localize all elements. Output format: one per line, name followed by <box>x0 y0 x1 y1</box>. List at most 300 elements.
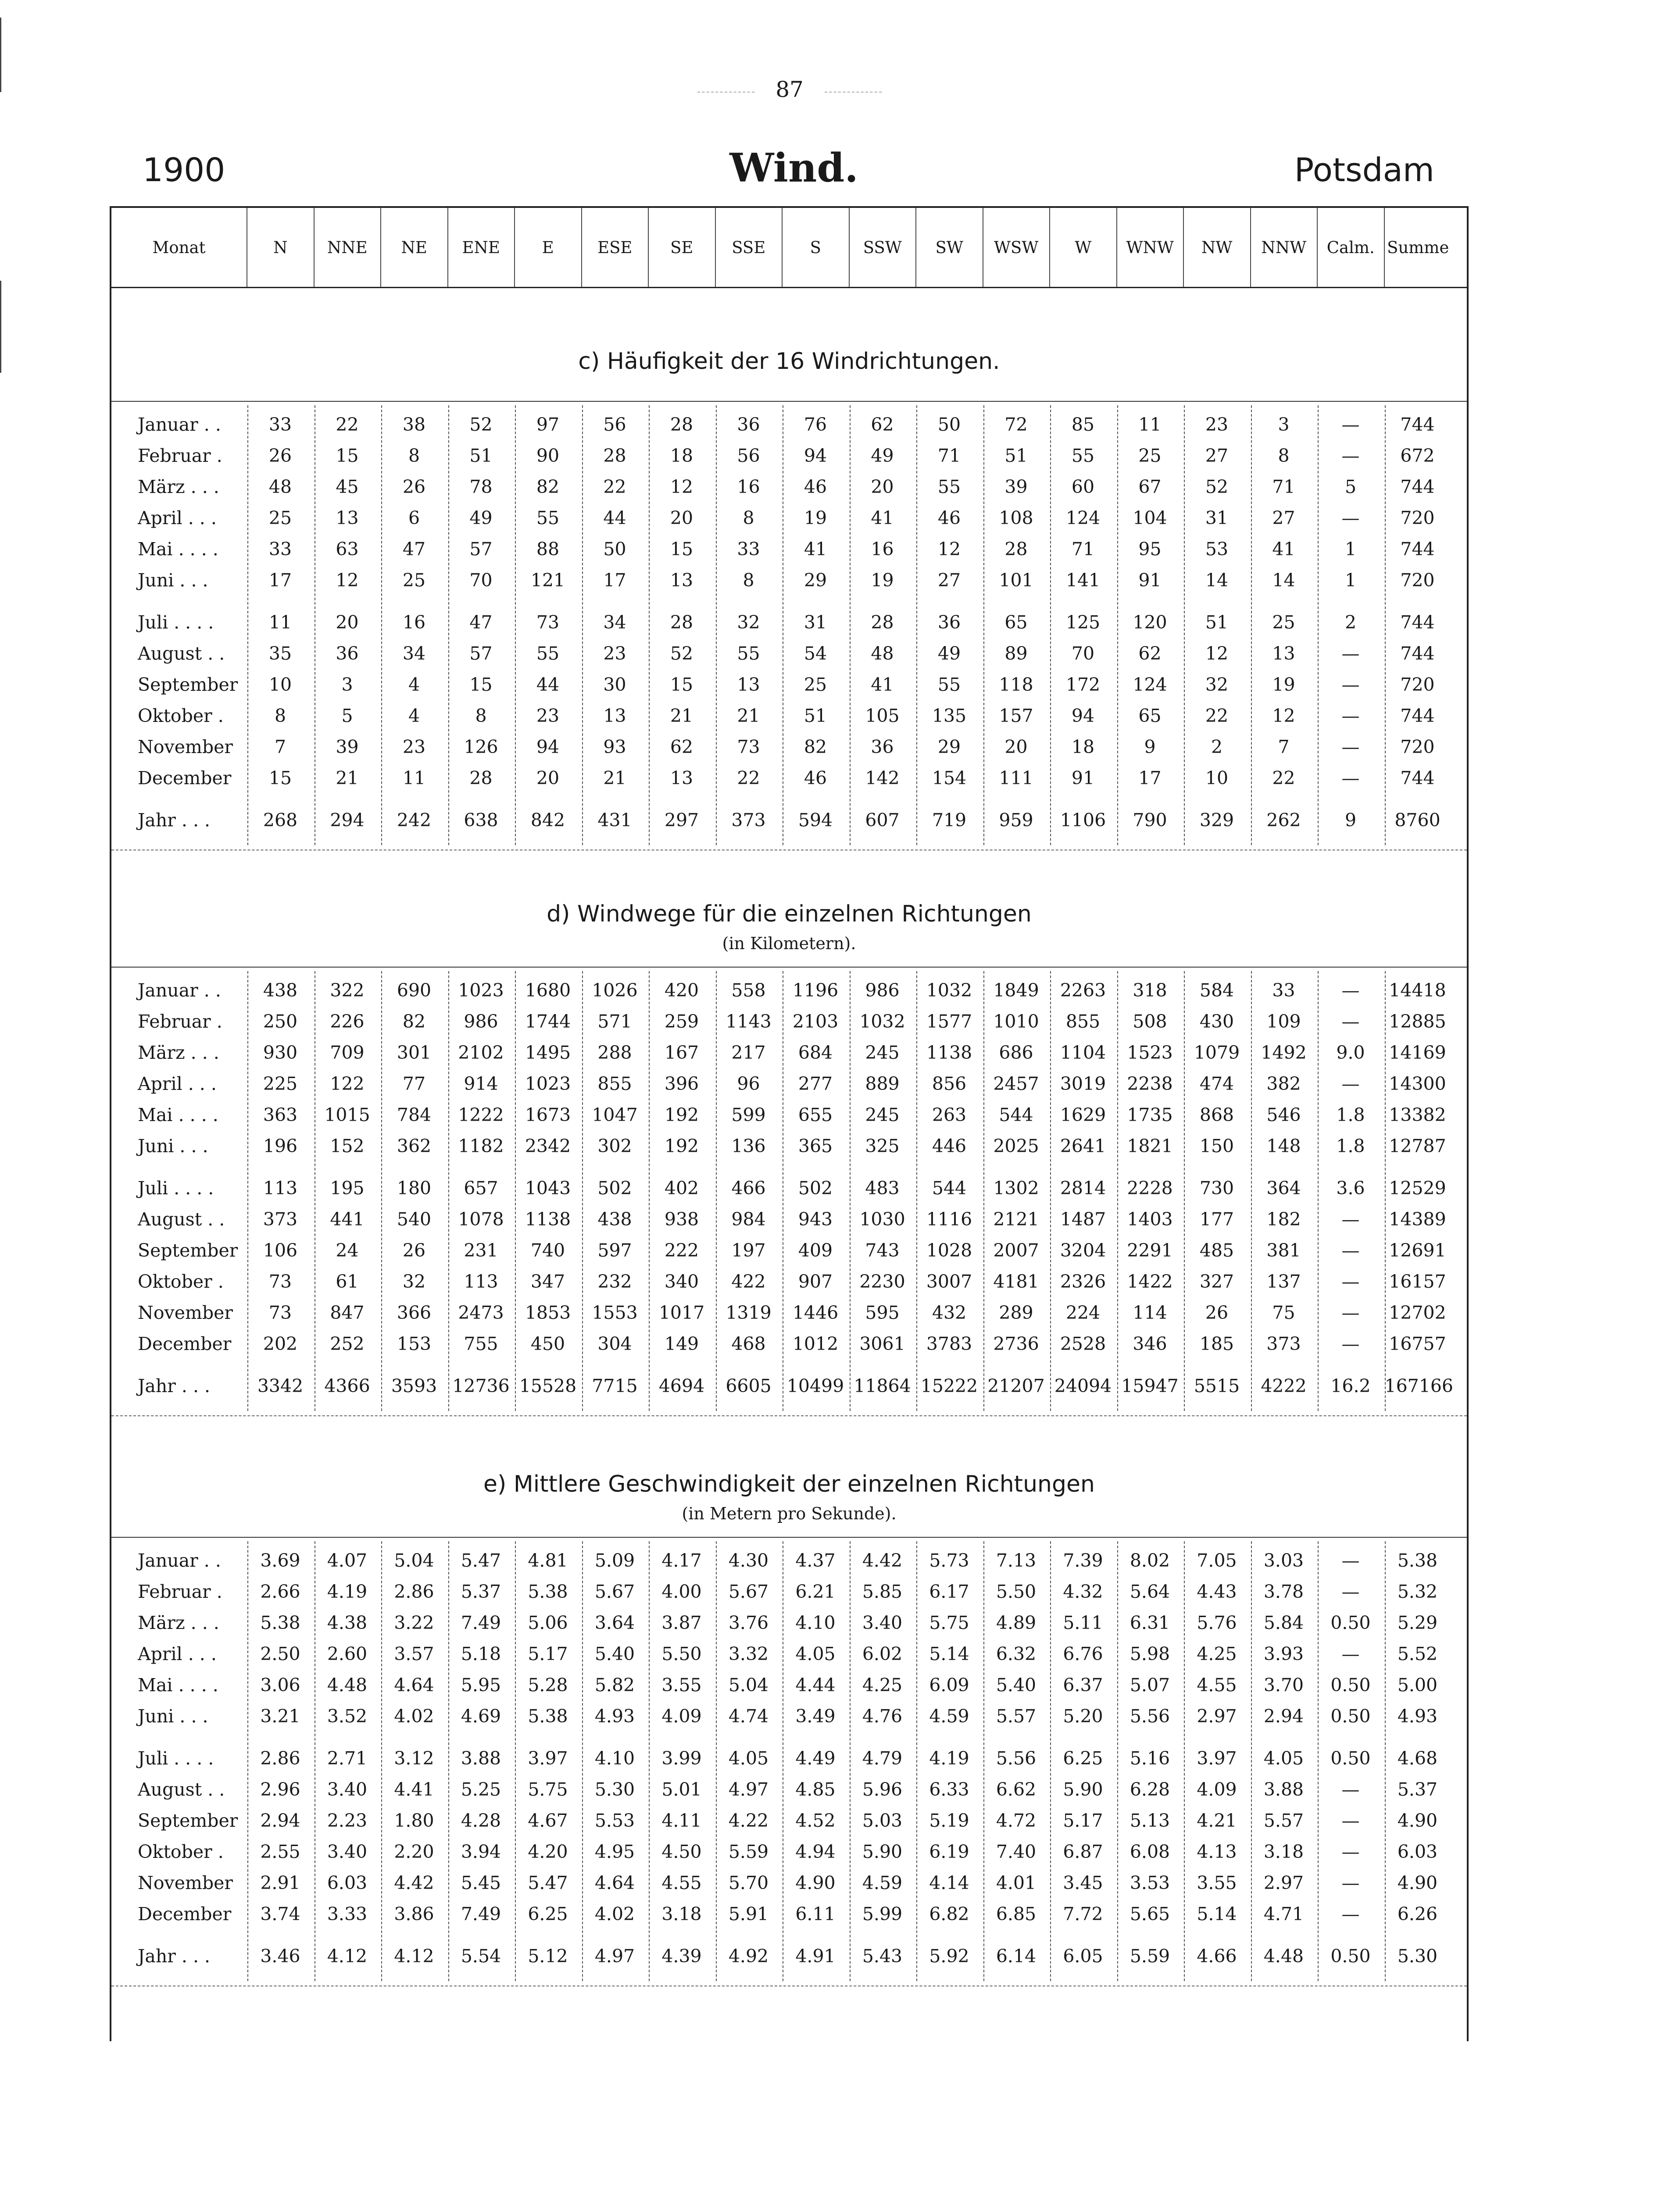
table-cell: 2230 <box>859 1271 905 1292</box>
table-cell: 20 <box>536 768 560 789</box>
table-cell: 122 <box>330 1073 365 1094</box>
table-cell: — <box>1341 1904 1360 1925</box>
table-cell: 9 <box>1344 810 1357 831</box>
table-cell: — <box>1341 445 1360 466</box>
table-cell: 250 <box>263 1011 298 1032</box>
table-cell: 2.86 <box>260 1748 300 1769</box>
table-cell: 3.52 <box>327 1706 368 1727</box>
table-cell: 373 <box>1266 1333 1301 1354</box>
table-cell: 5.84 <box>1263 1612 1304 1633</box>
table-cell: 177 <box>1199 1209 1234 1230</box>
table-cell: 185 <box>1199 1333 1234 1354</box>
table-cell: 49 <box>469 507 493 529</box>
table-cell: 6.37 <box>1063 1675 1103 1696</box>
table-cell: 730 <box>1199 1178 1234 1199</box>
table-cell: 12529 <box>1389 1178 1446 1199</box>
column-header-row <box>111 208 1467 288</box>
table-cell: 25 <box>804 674 827 695</box>
table-cell: 225 <box>263 1073 298 1094</box>
table-cell: 4.49 <box>795 1748 836 1769</box>
table-cell: 55 <box>937 476 961 497</box>
table-cell: 55 <box>1071 445 1095 466</box>
table-cell: 5.47 <box>461 1550 501 1571</box>
table-cell: 62 <box>871 414 894 435</box>
table-cell: — <box>1341 1872 1360 1893</box>
table-cell: 584 <box>1199 980 1234 1001</box>
table-cell: 4.64 <box>594 1872 635 1893</box>
table-cell: 6.31 <box>1130 1612 1170 1633</box>
table-cell: 6.03 <box>1397 1841 1438 1862</box>
section-title: c) Häufigkeit der 16 Windrichtungen. <box>578 348 1000 375</box>
table-cell: 594 <box>798 810 833 831</box>
table-cell: 36 <box>336 643 359 664</box>
table-cell: 5.04 <box>394 1550 434 1571</box>
column-header-e: E <box>515 208 582 287</box>
table-cell: 4694 <box>658 1375 705 1397</box>
table-cell: — <box>1341 414 1360 435</box>
table-cell: 17 <box>268 570 292 591</box>
column-divider <box>448 405 449 845</box>
table-cell: 268 <box>263 810 298 831</box>
column-divider <box>983 971 984 1411</box>
table-cell: 5.90 <box>1063 1779 1103 1800</box>
table-cell: 4.02 <box>394 1706 434 1727</box>
table-cell: 3.53 <box>1130 1872 1170 1893</box>
table-cell: 6.19 <box>929 1841 969 1862</box>
table-cell: 4.39 <box>661 1946 702 1967</box>
table-cell: 35 <box>268 643 292 664</box>
column-divider <box>983 405 984 845</box>
table-cell: 33 <box>268 539 292 560</box>
table-cell: 5.57 <box>996 1706 1037 1727</box>
table-cell: 3.94 <box>461 1841 501 1862</box>
column-header-s: S <box>783 208 850 287</box>
table-cell: 13382 <box>1389 1104 1446 1125</box>
table-cell: 5.85 <box>862 1581 903 1602</box>
table-cell: 111 <box>999 768 1033 789</box>
table-cell: 6.03 <box>327 1872 368 1893</box>
table-cell: 70 <box>469 570 493 591</box>
table-cell: 3.40 <box>327 1779 368 1800</box>
row-label: August . . <box>138 1779 225 1800</box>
table-cell: 4.14 <box>929 1872 969 1893</box>
table-cell: 52 <box>469 414 493 435</box>
table-cell: 3.45 <box>1063 1872 1103 1893</box>
table-cell: 1116 <box>926 1209 972 1230</box>
table-cell: 3.21 <box>260 1706 300 1727</box>
table-cell: 5.96 <box>862 1779 903 1800</box>
table-cell: 365 <box>798 1136 833 1157</box>
table-cell: 5.25 <box>461 1779 501 1800</box>
row-label: Jahr . . . <box>138 810 211 831</box>
table-cell: 364 <box>1266 1178 1301 1199</box>
table-cell: 4.19 <box>327 1581 368 1602</box>
table-cell: 3.93 <box>1263 1643 1304 1664</box>
table-cell: 16 <box>871 539 894 560</box>
table-cell: 16157 <box>1389 1271 1446 1292</box>
table-cell: 2007 <box>993 1240 1039 1261</box>
table-cell: 4.52 <box>795 1810 836 1831</box>
table-cell: 4.42 <box>394 1872 434 1893</box>
table-cell: 17 <box>603 570 626 591</box>
table-cell: 23 <box>603 643 626 664</box>
table-cell: — <box>1341 643 1360 664</box>
table-cell: 19 <box>1272 674 1295 695</box>
column-divider <box>582 1541 583 1981</box>
table-cell: 24 <box>336 1240 359 1261</box>
table-cell: 3342 <box>257 1375 304 1397</box>
table-cell: 15 <box>670 539 693 560</box>
table-cell: 113 <box>464 1271 498 1292</box>
table-cell: 5.56 <box>996 1748 1037 1769</box>
table-cell: 1821 <box>1127 1136 1173 1157</box>
column-header-wnw: WNW <box>1117 208 1184 287</box>
row-label: April . . . <box>138 1073 217 1094</box>
row-label: September <box>138 674 238 695</box>
column-divider <box>448 971 449 1411</box>
table-cell: 7.39 <box>1063 1550 1103 1571</box>
table-cell: 5 <box>341 705 353 726</box>
table-cell: 5.50 <box>661 1643 702 1664</box>
table-cell: 46 <box>937 507 961 529</box>
table-cell: 381 <box>1266 1240 1301 1261</box>
table-cell: 719 <box>932 810 967 831</box>
table-cell: 4.10 <box>594 1748 635 1769</box>
table-cell: — <box>1341 674 1360 695</box>
table-cell: 125 <box>1065 612 1101 633</box>
table-cell: 30 <box>603 674 626 695</box>
column-header-sw: SW <box>916 208 983 287</box>
table-cell: 907 <box>798 1271 833 1292</box>
table-cell: 1078 <box>458 1209 504 1230</box>
table-cell: 5.40 <box>594 1643 635 1664</box>
table-cell: 28 <box>871 612 894 633</box>
table-cell: 2238 <box>1127 1073 1173 1094</box>
table-cell: — <box>1341 1209 1360 1230</box>
table-cell: 346 <box>1133 1333 1167 1354</box>
table-cell: 148 <box>1266 1136 1301 1157</box>
table-cell: 3 <box>1278 414 1290 435</box>
table-cell: 441 <box>330 1209 365 1230</box>
table-cell: 1017 <box>658 1302 705 1323</box>
table-cell: 14169 <box>1389 1042 1446 1063</box>
table-cell: 1673 <box>525 1104 571 1125</box>
table-cell: 720 <box>1400 674 1435 695</box>
table-cell: 6.87 <box>1063 1841 1103 1862</box>
table-cell: 75 <box>1272 1302 1295 1323</box>
column-header-ne: NE <box>381 208 448 287</box>
column-divider <box>1251 971 1252 1411</box>
table-cell: 4.89 <box>996 1612 1037 1633</box>
table-cell: 540 <box>397 1209 432 1230</box>
table-cell: 0.50 <box>1330 1706 1371 1727</box>
table-cell: 1106 <box>1060 810 1106 831</box>
table-cell: 8.02 <box>1130 1550 1170 1571</box>
table-cell: 26 <box>268 445 292 466</box>
table-cell: 446 <box>932 1136 967 1157</box>
table-cell: 56 <box>737 445 760 466</box>
table-cell: 20 <box>871 476 894 497</box>
table-cell: 25 <box>268 507 292 529</box>
table-cell: — <box>1341 705 1360 726</box>
row-label: December <box>138 768 232 789</box>
table-cell: 20 <box>336 612 359 633</box>
table-cell: 57 <box>469 539 493 560</box>
table-cell: 3.88 <box>1263 1779 1304 1800</box>
table-cell: 4.44 <box>795 1675 836 1696</box>
table-cell: 65 <box>1138 705 1162 726</box>
table-cell: 28 <box>670 414 693 435</box>
table-cell: 106 <box>263 1240 298 1261</box>
table-cell: 5.06 <box>528 1612 568 1633</box>
table-cell: 142 <box>865 768 900 789</box>
table-cell: 5.30 <box>594 1779 635 1800</box>
table-cell: 36 <box>937 612 961 633</box>
column-header-nnw: NNW <box>1251 208 1318 287</box>
column-divider <box>916 405 917 845</box>
table-cell: 744 <box>1400 612 1435 633</box>
table-cell: 1043 <box>525 1178 571 1199</box>
table-cell: 5.37 <box>1397 1779 1438 1800</box>
table-cell: 289 <box>999 1302 1033 1323</box>
table-cell: 73 <box>268 1302 292 1323</box>
table-cell: 4 <box>408 674 420 695</box>
table-cell: 11 <box>268 612 292 633</box>
table-cell: 1.8 <box>1336 1104 1365 1125</box>
table-cell: 108 <box>999 507 1033 529</box>
table-cell: 4.92 <box>728 1946 769 1967</box>
table-cell: 6 <box>408 507 420 529</box>
table-cell: 154 <box>932 768 967 789</box>
row-label: Januar . . <box>138 980 221 1001</box>
table-frame <box>110 206 1469 2041</box>
table-cell: 27 <box>1205 445 1229 466</box>
table-cell: 432 <box>932 1302 967 1323</box>
column-divider <box>515 1541 516 1981</box>
column-divider <box>850 971 851 1411</box>
column-divider <box>649 1541 650 1981</box>
table-cell: 89 <box>1004 643 1028 664</box>
table-cell: 4.90 <box>1397 1872 1438 1893</box>
table-cell: 4222 <box>1261 1375 1307 1397</box>
table-cell: 4.97 <box>728 1779 769 1800</box>
table-cell: 930 <box>263 1042 298 1063</box>
table-cell: 70 <box>1071 643 1095 664</box>
table-cell: 16.2 <box>1330 1375 1371 1397</box>
table-cell: 157 <box>999 705 1033 726</box>
table-cell: 8 <box>1278 445 1290 466</box>
table-cell: 5.12 <box>528 1946 568 1967</box>
table-cell: 105 <box>865 705 900 726</box>
table-cell: 52 <box>670 643 693 664</box>
table-cell: 31 <box>1205 507 1229 529</box>
column-divider <box>716 1541 717 1981</box>
table-cell: 1138 <box>926 1042 972 1063</box>
table-cell: 0.50 <box>1330 1612 1371 1633</box>
table-cell: 4.93 <box>594 1706 635 1727</box>
table-cell: 2291 <box>1127 1240 1173 1261</box>
table-cell: 12787 <box>1389 1136 1446 1157</box>
column-divider <box>1050 1541 1051 1981</box>
row-label: Juli . . . . <box>138 1178 214 1199</box>
table-cell: 297 <box>664 810 699 831</box>
column-divider <box>916 1541 917 1981</box>
table-cell: 14 <box>1272 570 1295 591</box>
table-cell: 430 <box>1199 1011 1234 1032</box>
table-cell: 1015 <box>324 1104 370 1125</box>
table-cell: 41 <box>871 507 894 529</box>
column-divider <box>983 1541 984 1981</box>
table-cell: 3.69 <box>260 1550 300 1571</box>
table-cell: 71 <box>1272 476 1295 497</box>
table-cell: 8 <box>274 705 286 726</box>
column-divider <box>1385 971 1386 1411</box>
table-cell: 23 <box>1205 414 1229 435</box>
page-number: 87 <box>746 77 833 102</box>
table-cell: 180 <box>397 1178 432 1199</box>
section-rule <box>111 401 1467 402</box>
table-cell: 4.74 <box>728 1706 769 1727</box>
table-cell: 73 <box>268 1271 292 1292</box>
table-cell: 25 <box>1138 445 1162 466</box>
table-cell: 327 <box>1199 1271 1234 1292</box>
table-cell: 21 <box>670 705 693 726</box>
table-cell: 3.76 <box>728 1612 769 1633</box>
table-cell: 4.30 <box>728 1550 769 1571</box>
row-label: Jahr . . . <box>138 1375 211 1397</box>
table-cell: 438 <box>597 1209 632 1230</box>
table-cell: 245 <box>865 1104 900 1125</box>
table-cell: 5.50 <box>996 1581 1037 1602</box>
table-cell: 6.08 <box>1130 1841 1170 1862</box>
table-cell: 914 <box>464 1073 498 1094</box>
table-cell: 3.55 <box>1197 1872 1237 1893</box>
table-cell: 73 <box>536 612 560 633</box>
table-cell: 1143 <box>726 1011 772 1032</box>
table-cell: 5.38 <box>260 1612 300 1633</box>
table-cell: 7.05 <box>1197 1550 1237 1571</box>
table-cell: 29 <box>937 736 961 757</box>
table-cell: 44 <box>536 674 560 695</box>
table-cell: 15 <box>670 674 693 695</box>
column-header-sse: SSE <box>716 208 783 287</box>
table-cell: 4.67 <box>528 1810 568 1831</box>
table-cell: 197 <box>731 1240 766 1261</box>
column-divider <box>381 405 382 845</box>
table-cell: 18 <box>1071 736 1095 757</box>
table-cell: 373 <box>263 1209 298 1230</box>
row-label: September <box>138 1810 238 1831</box>
table-cell: 23 <box>536 705 560 726</box>
table-cell: 4.05 <box>795 1643 836 1664</box>
table-cell: 4.20 <box>528 1841 568 1862</box>
table-cell: 4.10 <box>795 1612 836 1633</box>
table-cell: — <box>1341 507 1360 529</box>
table-cell: 4.05 <box>1263 1748 1304 1769</box>
table-cell: 4.25 <box>1197 1643 1237 1664</box>
column-divider <box>1117 971 1118 1411</box>
table-cell: 21 <box>737 705 760 726</box>
table-cell: 149 <box>664 1333 699 1354</box>
table-cell: 5.67 <box>728 1581 769 1602</box>
table-cell: 15 <box>469 674 493 695</box>
table-cell: 1 <box>1344 570 1357 591</box>
table-cell: 4.09 <box>1197 1779 1237 1800</box>
table-cell: 5.75 <box>528 1779 568 1800</box>
table-cell: 4.97 <box>594 1946 635 1967</box>
table-cell: 78 <box>469 476 493 497</box>
table-cell: 51 <box>1205 612 1229 633</box>
table-cell: 1629 <box>1060 1104 1106 1125</box>
table-cell: 3.74 <box>260 1904 300 1925</box>
column-divider <box>381 971 382 1411</box>
table-cell: 5.40 <box>996 1675 1037 1696</box>
table-cell: 5.01 <box>661 1779 702 1800</box>
table-cell: 6.02 <box>862 1643 903 1664</box>
table-cell: — <box>1341 980 1360 1001</box>
table-cell: 2.66 <box>260 1581 300 1602</box>
table-cell: 44 <box>603 507 626 529</box>
table-cell: 2228 <box>1127 1178 1173 1199</box>
table-cell: 14389 <box>1389 1209 1446 1230</box>
table-cell: 12 <box>670 476 693 497</box>
table-cell: 5 <box>1344 476 1357 497</box>
table-cell: 4.37 <box>795 1550 836 1571</box>
table-cell: 2.23 <box>327 1810 368 1831</box>
table-cell: 744 <box>1400 476 1435 497</box>
table-cell: 4.48 <box>1263 1946 1304 1967</box>
table-cell: 743 <box>865 1240 900 1261</box>
table-cell: 47 <box>469 612 493 633</box>
table-cell: 12 <box>1272 705 1295 726</box>
table-cell: 4366 <box>324 1375 370 1397</box>
table-cell: 1010 <box>993 1011 1039 1032</box>
table-cell: 544 <box>932 1178 967 1199</box>
table-cell: 95 <box>1138 539 1162 560</box>
binder-mark <box>0 281 1 373</box>
table-cell: 1523 <box>1127 1042 1173 1063</box>
table-cell: 16 <box>402 612 426 633</box>
table-cell: 6.25 <box>1063 1748 1103 1769</box>
column-divider <box>1117 405 1118 845</box>
table-cell: — <box>1341 1302 1360 1323</box>
table-cell: 2.97 <box>1263 1872 1304 1893</box>
page-title: Wind. <box>729 145 858 191</box>
table-cell: 2736 <box>993 1333 1039 1354</box>
table-cell: 31 <box>804 612 827 633</box>
section-rule <box>111 967 1467 968</box>
table-cell: 2 <box>1344 612 1357 633</box>
table-cell: 63 <box>336 539 359 560</box>
table-cell: 0.50 <box>1330 1675 1371 1696</box>
row-label: Februar . <box>138 445 222 466</box>
table-cell: 1030 <box>859 1209 905 1230</box>
table-cell: 97 <box>536 414 560 435</box>
table-cell: 71 <box>937 445 961 466</box>
table-cell: 192 <box>664 1136 699 1157</box>
table-cell: 382 <box>1266 1073 1301 1094</box>
table-cell: 8 <box>475 705 487 726</box>
table-cell: 744 <box>1400 705 1435 726</box>
table-cell: 2025 <box>993 1136 1039 1157</box>
table-cell: 3.97 <box>1197 1748 1237 1769</box>
row-label: December <box>138 1333 232 1354</box>
row-label: Mai . . . . <box>138 1675 218 1696</box>
table-cell: 124 <box>1065 507 1101 529</box>
table-cell: 1079 <box>1194 1042 1240 1063</box>
row-label: Jahr . . . <box>138 1946 211 1967</box>
table-cell: 1.80 <box>394 1810 434 1831</box>
